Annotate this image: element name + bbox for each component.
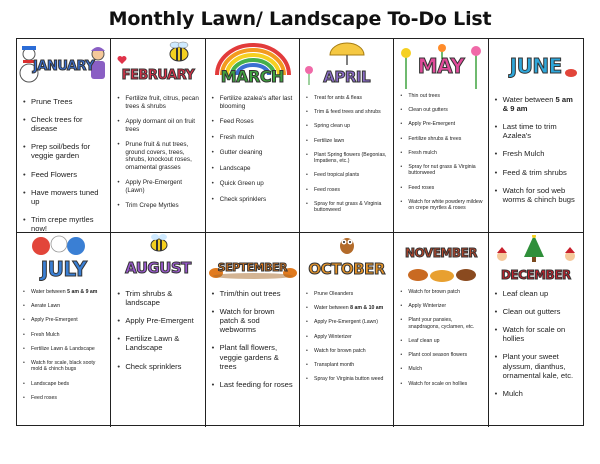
task-item: • Feed Flowers (23, 170, 105, 179)
month-cell-august (111, 233, 205, 427)
task-item (306, 305, 388, 311)
task-item: • Last feeding for roses (212, 380, 294, 389)
task-item: • Landscape beds (23, 381, 105, 387)
month-title-november: NOVEMBER (405, 246, 477, 260)
task-item: • Plant your pansies, snapdragons, cyclamen, etc. (400, 317, 482, 329)
month-title-october: OCTOBER (308, 260, 385, 278)
task-list-august (111, 287, 204, 371)
task-item: • Feed tropical plants (306, 172, 388, 178)
task-list-april (300, 93, 393, 213)
task-item: • Mulch (400, 366, 482, 372)
task-list-july (17, 287, 110, 401)
month-header-january (17, 39, 110, 93)
task-item: • Fresh mulch (212, 134, 294, 142)
task-item: • Fertilize fruit, citrus, pecan trees & shrubs (117, 95, 199, 110)
task-item (23, 289, 105, 295)
month-header-june (489, 39, 583, 93)
task-item: • Clean out gutters (495, 307, 578, 316)
task-item: • Trim/thin out trees (212, 289, 294, 298)
task-item: • Spray for nut grass & Virginia buttonweed (400, 164, 482, 176)
task-item: • Watch for sod web worms & chinch bugs (495, 186, 578, 204)
month-title-april: APRIL (323, 68, 371, 86)
task-time: 8 am & 10 am (350, 305, 384, 312)
task-item: • Plant cool season flowers (400, 352, 482, 358)
month-header-december (489, 233, 583, 287)
task-item: • Watch for white powdery mildew on crepe myrtles & roses (400, 199, 482, 211)
task-item: • Prep soil/beds for veggie garden (23, 142, 105, 160)
task-item: • Spring clean up (306, 123, 388, 129)
month-header-july (17, 233, 110, 287)
task-item: • Fertilize Lawn & Landscape (23, 346, 105, 352)
task-item: • Apply Pre-Emergent (117, 316, 199, 325)
task-item: • Aerate Lawn (23, 303, 105, 309)
task-item: • Apply dormant oil on fruit trees (117, 118, 199, 133)
month-header-march (206, 39, 299, 93)
task-item: • Prune Trees (23, 97, 105, 106)
month-header-september (206, 233, 299, 287)
task-time: 5 am & 9 am (502, 95, 573, 114)
row-bottom (17, 233, 583, 427)
month-cell-february (111, 39, 205, 232)
task-item: • Check sprinklers (212, 196, 294, 204)
month-cell-may (394, 39, 488, 232)
task-list-october (300, 287, 393, 383)
month-cell-october (300, 233, 394, 427)
task-item: • Thin out trees (400, 93, 482, 99)
task-item: • Apply Pre-Emergent (23, 317, 105, 323)
task-item: • Treat for ants & fleas (306, 95, 388, 101)
task-item: • Fertilize lawn (306, 138, 388, 144)
task-time: 5 am & 9 am (67, 289, 98, 295)
task-text: Water between (313, 305, 351, 312)
task-item: • Fertilize shrubs & trees (400, 136, 482, 142)
month-title-february: FEBRUARY (121, 67, 195, 83)
task-item: • Check trees for disease (23, 115, 105, 133)
month-header-august (111, 233, 204, 287)
task-item: • Plant fall flowers, veggie gardens & trees (212, 343, 294, 370)
task-item: • Gutter cleaning (212, 149, 294, 157)
task-item: • Have mowers tuned up (23, 188, 105, 206)
month-title-august: AUGUST (125, 259, 191, 277)
task-item: • Last time to trim Azalea's (495, 122, 578, 140)
month-title-june: JUNE (509, 54, 562, 78)
month-header-february (111, 39, 204, 93)
month-cell-april (300, 39, 394, 232)
task-item: • Apply Pre-Emergent (400, 121, 482, 127)
task-item: • Feed roses (400, 185, 482, 191)
month-cell-june (489, 39, 583, 232)
owl-icon (338, 234, 356, 254)
umbrella-icon (328, 41, 366, 65)
task-item: • Fertilize Lawn & Landscape (117, 334, 199, 352)
heart-icon (117, 55, 127, 65)
task-item: • Plant your sweet alyssum, dianthus, ornamental kale, etc. (495, 352, 578, 379)
task-item: • Apply Pre-Emergent (Lawn) (117, 179, 199, 194)
task-list-march (206, 93, 299, 203)
task-item: • Transplant month (306, 362, 388, 368)
harvest-icon (398, 263, 484, 283)
task-item: • Watch for brown patch (306, 348, 388, 354)
month-title-march: MARCH (220, 66, 284, 86)
month-cell-november (394, 233, 488, 427)
month-title-may: MAY (417, 54, 465, 78)
task-list-january (17, 93, 110, 232)
task-list-december (489, 287, 583, 398)
month-title-december: DECEMBER (500, 268, 571, 282)
calendar-grid (16, 38, 584, 426)
task-list-november (394, 287, 487, 387)
task-item: • Watch for scale on hollies (400, 381, 482, 387)
month-cell-january (17, 39, 111, 232)
task-item: • Apply Pre-Emergent (Lawn) (306, 319, 388, 325)
task-item: • Landscape (212, 165, 294, 173)
task-item: • Leaf clean up (400, 338, 482, 344)
task-item: • Fresh Mulch (495, 149, 578, 158)
santa-icon (495, 247, 509, 263)
task-item: • Feed roses (306, 187, 388, 193)
month-header-november (394, 233, 487, 287)
task-item: • Watch for brown patch & sod webworms (212, 307, 294, 334)
month-cell-september (206, 233, 300, 427)
month-header-october (300, 233, 393, 287)
task-item: • Feed roses (23, 395, 105, 401)
month-header-april (300, 39, 393, 93)
task-list-may (394, 93, 487, 211)
task-item: • Feed Roses (212, 118, 294, 126)
task-item: • Quick Green up (212, 180, 294, 188)
month-header-may (394, 39, 487, 93)
flower-icon (304, 65, 314, 85)
bee-icon (165, 41, 193, 63)
task-text: Water between (31, 289, 68, 295)
task-item: • Watch for brown patch (400, 289, 482, 295)
month-title-july: JULY (40, 257, 87, 281)
task-list-february (111, 93, 204, 210)
task-list-september (206, 287, 299, 389)
task-item: • Watch for scale on hollies (495, 325, 578, 343)
christmas-tree-icon (523, 235, 545, 263)
task-item: • Feed & trim shrubs (495, 168, 578, 177)
task-item: • Trim Crepe Myrtles (117, 202, 199, 210)
month-title-january: JANUARY (33, 58, 95, 74)
task-item: • Watch for scale, black sooty mold & chinch bugs (23, 360, 105, 372)
santa-icon (563, 247, 577, 263)
month-title-september: SEPTEMBER (217, 260, 287, 274)
task-item: • Mulch (495, 389, 578, 398)
task-item: • Clean out gutters (400, 107, 482, 113)
task-item: • Fertilize azalea's after last blooming (212, 95, 294, 110)
month-cell-july (17, 233, 111, 427)
task-item: • Spray for Virginia button weed (306, 376, 388, 382)
page-title: Monthly Lawn/ Landscape To-Do List (108, 8, 492, 30)
task-item: • Apply Winterizer (400, 303, 482, 309)
month-cell-march (206, 39, 300, 232)
task-item: • Apply Winterizer (306, 334, 388, 340)
bee-icon (147, 233, 171, 253)
task-item: • Prune fruit & nut trees, ground covers, trees, shrubs, knockout roses, ornamental grasses (117, 141, 199, 171)
task-item: • Prune Oleanders (306, 291, 388, 297)
task-item: • Plant Spring flowers (Begonias, Impatiens, etc.) (306, 152, 388, 164)
task-item: • Spray for nut grass & Virginia buttonweed (306, 201, 388, 213)
task-item: • Trim crepe myrtles now! (23, 215, 105, 232)
task-text: Water between (502, 95, 556, 104)
task-item (495, 95, 578, 113)
month-cell-december (489, 233, 583, 427)
task-item: • Trim & feed trees and shrubs (306, 109, 388, 115)
task-item: • Check sprinklers (117, 362, 199, 371)
task-list-june (489, 93, 583, 204)
task-item: • Leaf clean up (495, 289, 578, 298)
crab-icon (563, 67, 579, 77)
task-item: • Fresh Mulch (23, 332, 105, 338)
task-item: • Trim shrubs & landscape (117, 289, 199, 307)
row-top (17, 39, 583, 233)
task-item: • Fresh mulch (400, 150, 482, 156)
